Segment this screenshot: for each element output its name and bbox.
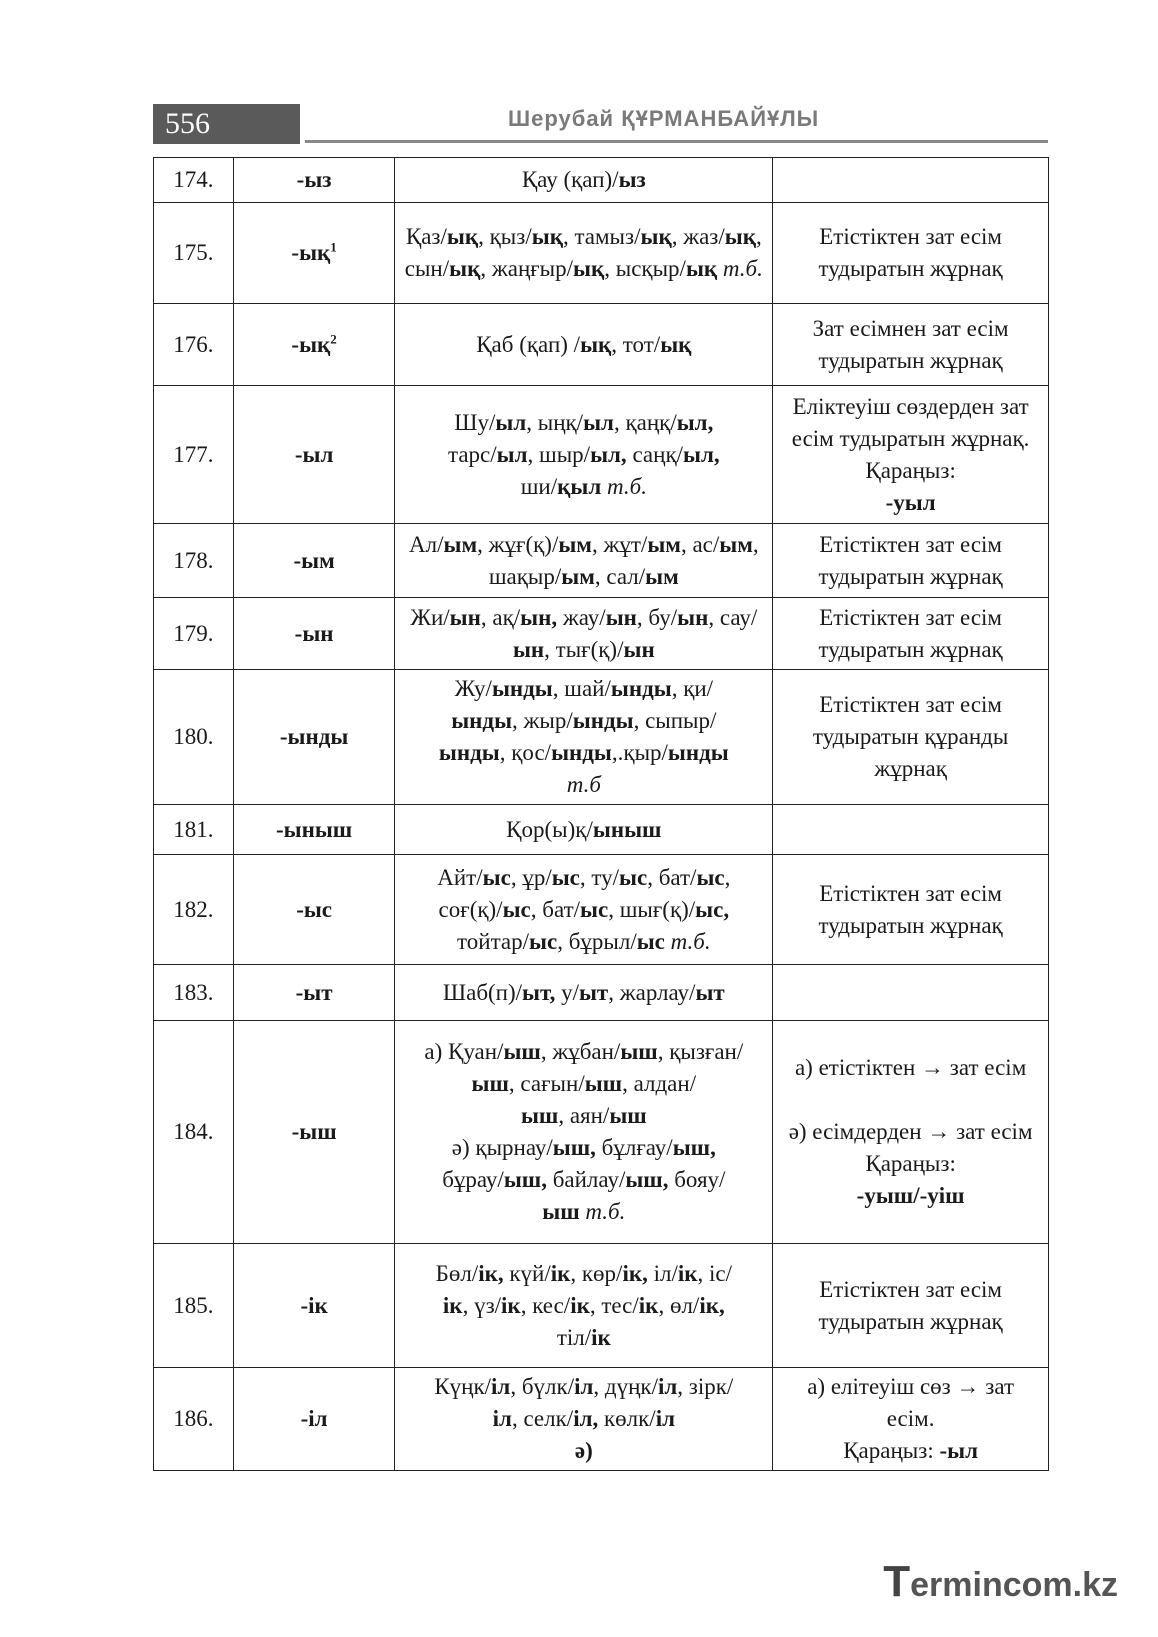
table-row <box>154 1021 1049 1244</box>
suffix-cell: -ыс <box>233 855 395 965</box>
suffix-cell: -ік <box>233 1244 395 1368</box>
examples-cell: Бөл/ік, күй/ік, көр/ік, іл/ік, іс/ ік, үз/ік, кес/ік, тес/ік, өл/ік, тіл/ік <box>395 1244 773 1368</box>
examples-cell: Айт/ыс, ұр/ыс, ту/ыс, бат/ыс, соғ(қ)/ыс, бат/ыс, шығ(қ)/ыс, тойтар/ыс, бұрыл/ыс т.б. <box>395 855 773 965</box>
suffix-cell: -ын <box>233 598 395 670</box>
suffix-cell: $-ық^1$ <box>233 203 395 304</box>
description-cell: а) етістіктен → зат есім ә) есімдерден → зат есім Қараңыз: -уыш/-уіш <box>773 1021 1049 1244</box>
row-number: 184. <box>154 1021 234 1244</box>
examples-cell: Қор(ы)қ/ыныш <box>395 805 773 855</box>
suffix-cell: -ыл <box>233 386 395 524</box>
row-number: 177. <box>154 386 234 524</box>
description-cell <box>773 805 1049 855</box>
description-cell: Етістіктен зат есім тудыратын жұрнақ <box>773 598 1049 670</box>
row-number: 180. <box>154 670 234 805</box>
table-row <box>154 670 1049 805</box>
table-row <box>154 304 1049 386</box>
suffix-cell: -ыш <box>233 1021 395 1244</box>
table-row <box>154 1244 1049 1368</box>
table-row <box>154 524 1049 598</box>
table-row <box>154 855 1049 965</box>
table-row <box>154 158 1049 203</box>
table-row <box>154 1368 1049 1471</box>
suffix-cell: -ыз <box>233 158 395 203</box>
row-number: 175. <box>154 203 234 304</box>
description-cell: Етістіктен зат есім тудыратын жұрнақ <box>773 524 1049 598</box>
examples-cell: Қау (қап)/ыз <box>395 158 773 203</box>
examples-cell: Жу/ынды, шай/ынды, қи/ ынды, жыр/ынды, сыпыр/ ынды, қос/ынды,.қыр/ынды т.б <box>395 670 773 805</box>
row-number: 181. <box>154 805 234 855</box>
site-watermark: Termincom.kz <box>883 1557 1118 1606</box>
table-row <box>154 598 1049 670</box>
suffix-cell: -ынды <box>233 670 395 805</box>
row-number: 182. <box>154 855 234 965</box>
row-number: 179. <box>154 598 234 670</box>
page-number: 556 <box>153 104 300 144</box>
suffix-cell: -ыт <box>233 965 395 1021</box>
examples-cell: а) Қуан/ыш, жұбан/ыш, қызған/ыш, сағын/ыш, алдан/ ыш, аян/ыш ә) қырнау/ыш, бұлғау/ыш, бұрау/ыш, байлау/ыш, бояу/ ыш т.б. <box>395 1021 773 1244</box>
row-number: 185. <box>154 1244 234 1368</box>
description-cell: Етістіктен зат есім тудыратын жұрнақ <box>773 203 1049 304</box>
description-cell: Етістіктен зат есім тудыратын жұрнақ <box>773 1244 1049 1368</box>
examples-cell: Жи/ын, ақ/ын, жау/ын, бу/ын, сау/ын, тығ(қ)/ын <box>395 598 773 670</box>
suffix-table <box>153 157 1049 1471</box>
table-row <box>154 203 1049 304</box>
description-cell: Етістіктен зат есім тудыратын құранды жұрнақ <box>773 670 1049 805</box>
examples-cell: Күңк/іл, бүлк/іл, дүңк/іл, зірк/ іл, селк/іл, көлк/іл ә) <box>395 1368 773 1471</box>
table-row <box>154 805 1049 855</box>
examples-cell: Ал/ым, жұғ(қ)/ым, жұт/ым, ас/ым, шақыр/ым, сал/ым <box>395 524 773 598</box>
suffix-cell: -іл <box>233 1368 395 1471</box>
row-number: 178. <box>154 524 234 598</box>
page-header <box>153 104 1048 146</box>
examples-cell: Шаб(п)/ыт, у/ыт, жарлау/ыт <box>395 965 773 1021</box>
description-cell: а) елітеуіш сөз → зат есім. Қараңыз: -ыл <box>773 1368 1049 1471</box>
examples-cell: Шу/ыл, ыңқ/ыл, қаңқ/ыл, тарс/ыл, шыр/ыл, саңқ/ыл, ши/қыл т.б. <box>395 386 773 524</box>
examples-cell: Қаз/ық, қыз/ық, тамыз/ық, жаз/ық, сын/ық, жаңғыр/ық, ысқыр/ық т.б. <box>395 203 773 304</box>
description-cell: Зат есімнен зат есім тудыратын жұрнақ <box>773 304 1049 386</box>
description-cell <box>773 158 1049 203</box>
examples-cell: Қаб (қап) /ық, тот/ық <box>395 304 773 386</box>
suffix-cell: -ыныш <box>233 805 395 855</box>
description-cell <box>773 965 1049 1021</box>
row-number: 176. <box>154 304 234 386</box>
suffix-cell: -ым <box>233 524 395 598</box>
header-rule <box>305 140 1048 143</box>
row-number: 174. <box>154 158 234 203</box>
row-number: 183. <box>154 965 234 1021</box>
suffix-cell: $-ық^2$ <box>233 304 395 386</box>
table-row <box>154 965 1049 1021</box>
running-title: Шерубай ҚҰРМАНБАЙҰЛЫ <box>508 106 820 131</box>
description-cell: Етістіктен зат есім тудыратын жұрнақ <box>773 855 1049 965</box>
table-row <box>154 386 1049 524</box>
row-number: 186. <box>154 1368 234 1471</box>
description-cell: Еліктеуіш сөздерден зат есім тудыратын жұрнақ. Қараңыз: -уыл <box>773 386 1049 524</box>
